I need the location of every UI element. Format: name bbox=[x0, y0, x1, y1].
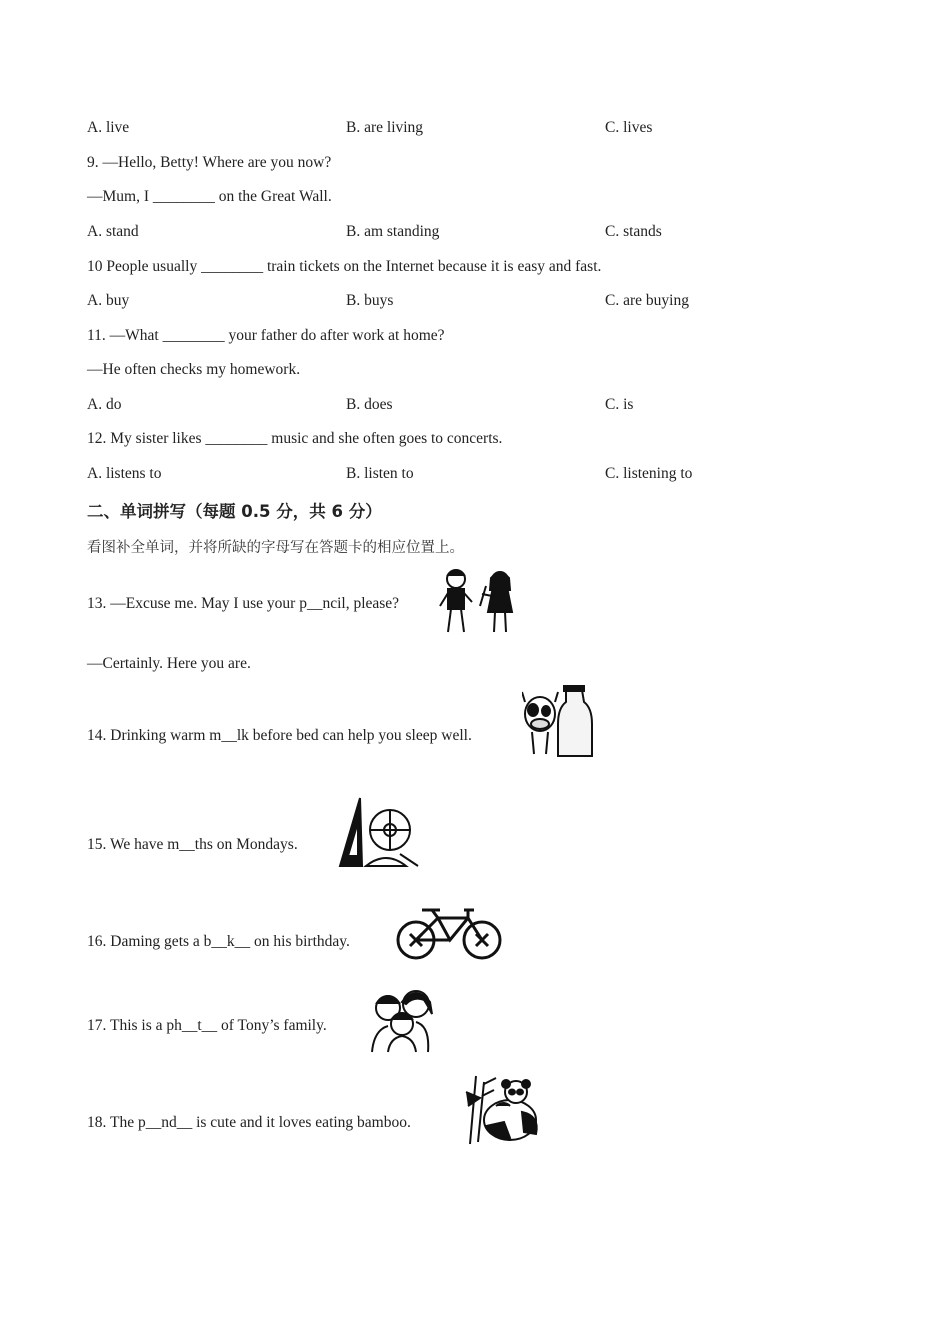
q9-question: 9. —Hello, Betty! Where are you now? bbox=[87, 154, 332, 171]
bicycle-icon bbox=[394, 904, 506, 964]
q9-option-b: B. am standing bbox=[346, 223, 440, 240]
q11-option-a: A. do bbox=[87, 396, 122, 413]
milk-icon bbox=[522, 684, 596, 762]
q10-option-a: A. buy bbox=[87, 292, 130, 309]
q8-option-a: A. live bbox=[87, 119, 130, 136]
q9-option-a: A. stand bbox=[87, 223, 139, 240]
q9-option-c: C. stands bbox=[605, 223, 662, 240]
q12-option-b: B. listen to bbox=[346, 465, 414, 482]
q11-option-b: B. does bbox=[346, 396, 393, 413]
q9-reply: —Mum, I ________ on the Great Wall. bbox=[87, 188, 332, 205]
q17-question: 17. This is a ph__t__ of Tony’s family. bbox=[87, 1017, 327, 1034]
panda-icon bbox=[460, 1072, 542, 1146]
q13-reply: —Certainly. Here you are. bbox=[87, 655, 251, 672]
q10-question: 10 People usually ________ train tickets on the Internet because it is easy and fast. bbox=[87, 258, 602, 275]
q11-option-c: C. is bbox=[605, 396, 634, 413]
q12-option-c: C. listening to bbox=[605, 465, 693, 482]
q12-question: 12. My sister likes ________ music and she often goes to concerts. bbox=[87, 430, 503, 447]
q10-option-c: C. are buying bbox=[605, 292, 689, 309]
section-heading: 二、单词拼写（每题 0.5 分，共 6 分） bbox=[87, 502, 382, 521]
q12-option-a: A. listens to bbox=[87, 465, 162, 482]
q8-option-b: B. are living bbox=[346, 119, 424, 136]
q13-question: 13. —Excuse me. May I use your p__ncil, please? bbox=[87, 595, 400, 612]
q18-question: 18. The p__nd__ is cute and it loves eating bamboo. bbox=[87, 1114, 411, 1131]
q14-question: 14. Drinking warm m__lk before bed can help you sleep well. bbox=[87, 727, 472, 744]
q11-question: 11. —What ________ your father do after work at home? bbox=[87, 327, 445, 344]
q15-question: 15. We have m__ths on Mondays. bbox=[87, 836, 298, 853]
q16-question: 16. Daming gets a b__k__ on his birthday. bbox=[87, 933, 350, 950]
section-instruction: 看图补全单词，并将所缺的字母写在答题卡的相应位置上。 bbox=[87, 540, 464, 556]
ruler-protractor-icon bbox=[336, 794, 420, 870]
family-photo-icon bbox=[368, 986, 438, 1054]
q11-reply: —He often checks my homework. bbox=[87, 361, 301, 378]
q8-option-c: C. lives bbox=[605, 119, 653, 136]
children-pencil-icon bbox=[436, 566, 518, 636]
q10-option-b: B. buys bbox=[346, 292, 394, 309]
